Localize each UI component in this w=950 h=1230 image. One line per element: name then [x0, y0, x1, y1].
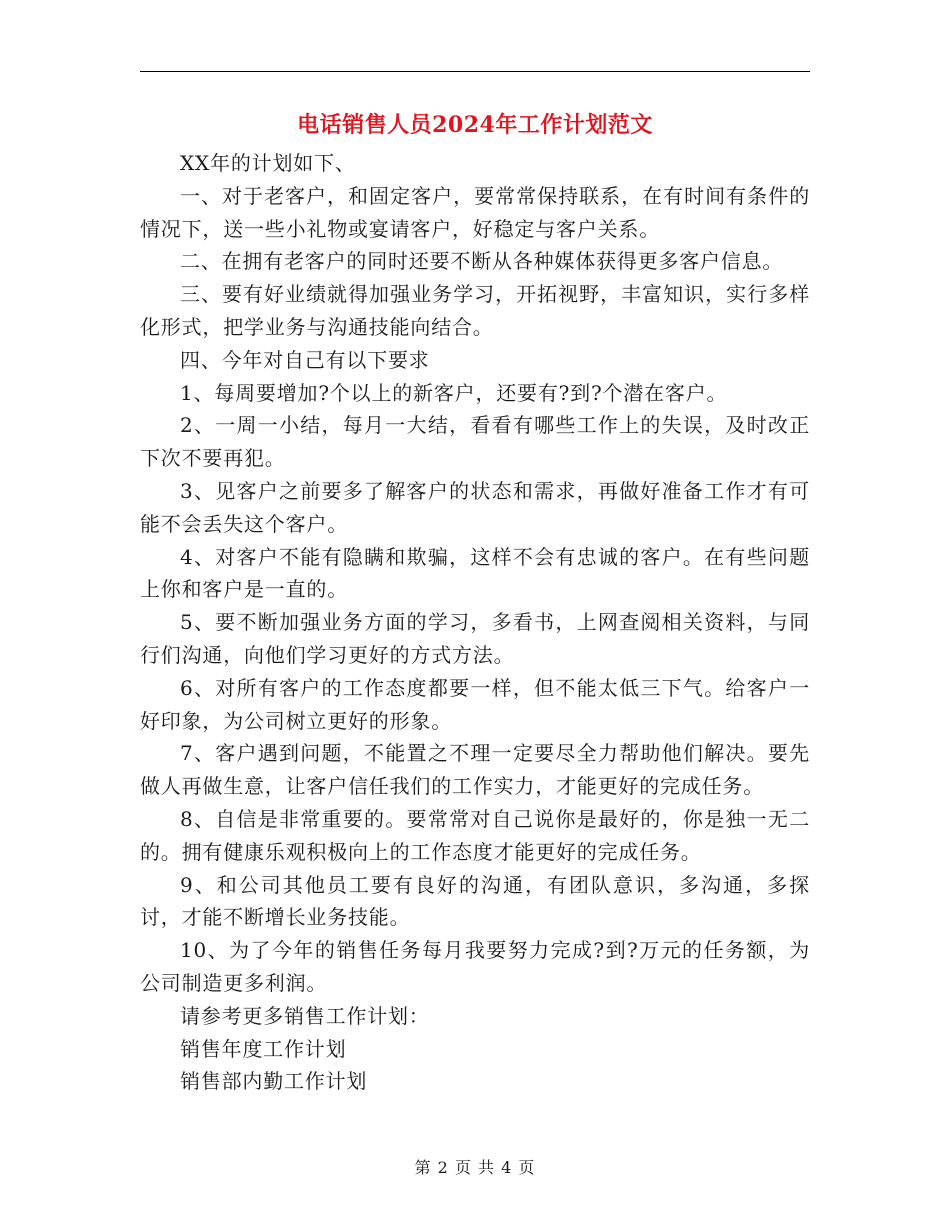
paragraph: 9、和公司其他员工要有良好的沟通，有团队意识，多沟通，多探讨，才能不断增长业务技能。: [140, 872, 810, 930]
paragraph: XX年的计划如下、: [180, 151, 356, 175]
paragraph: 8、自信是非常重要的。要常常对自己说你是最好的，你是独一无二的。拥有健康乐观积极向上的工作态度才能更好的完成任务。: [140, 806, 810, 864]
paragraph: 5、要不断加强业务方面的学习，多看书，上网查阅相关资料，与同行们沟通，向他们学习更好的方式方法。: [140, 610, 810, 667]
page-number: 第 2 页 共 4 页: [414, 1158, 536, 1177]
paragraph: 7、客户遇到问题，不能置之不理一定要尽全力帮助他们解决。要先做人再做生意，让客户信任我们的工作实力，才能更好的完成任务。: [140, 741, 810, 799]
related-plan-link[interactable]: 销售部内勤工作计划: [180, 1069, 368, 1094]
paragraph: 2、一周一小结，每月一大结，看看有哪些工作上的失误，及时改正下次不要再犯。: [140, 413, 810, 471]
document-title: 电话销售人员2024年工作计划范文: [297, 112, 653, 138]
header-rule: [140, 71, 810, 72]
paragraph: 一、对于老客户，和固定客户，要常常保持联系，在有时间有条件的情况下，送一些小礼物或宴请客户，好稳定与客户关系。: [140, 183, 810, 241]
related-plan-link[interactable]: 销售年度工作计划: [180, 1036, 347, 1061]
paragraph: 3、见客户之前要多了解客户的状态和需求，再做好准备工作才有可能不会丢失这个客户。: [140, 478, 810, 536]
document-body: [140, 147, 810, 1098]
paragraph: 1、每周要增加?个以上的新客户，还要有?到?个潜在客户。: [180, 380, 728, 405]
paragraph: 四、今年对自己有以下要求: [180, 347, 430, 372]
paragraph: 请参考更多销售工作计划：: [180, 1003, 430, 1028]
paragraph: 二、在拥有老客户的同时还要不断从各种媒体获得更多客户信息。: [180, 249, 784, 274]
paragraph: 三、要有好业绩就得加强业务学习，开拓视野，丰富知识，实行多样化形式，把学业务与沟通技能向结合。: [140, 282, 810, 339]
paragraph: 4、对客户不能有隐瞒和欺骗，这样不会有忠诚的客户。在有些问题上你和客户是一直的。: [140, 544, 810, 602]
paragraph: 6、对所有客户的工作态度都要一样，但不能太低三下气。给客户一好印象，为公司树立更好的形象。: [140, 675, 810, 733]
paragraph: 10、为了今年的销售任务每月我要努力完成?到?万元的任务额，为公司制造更多利润。: [140, 938, 810, 995]
